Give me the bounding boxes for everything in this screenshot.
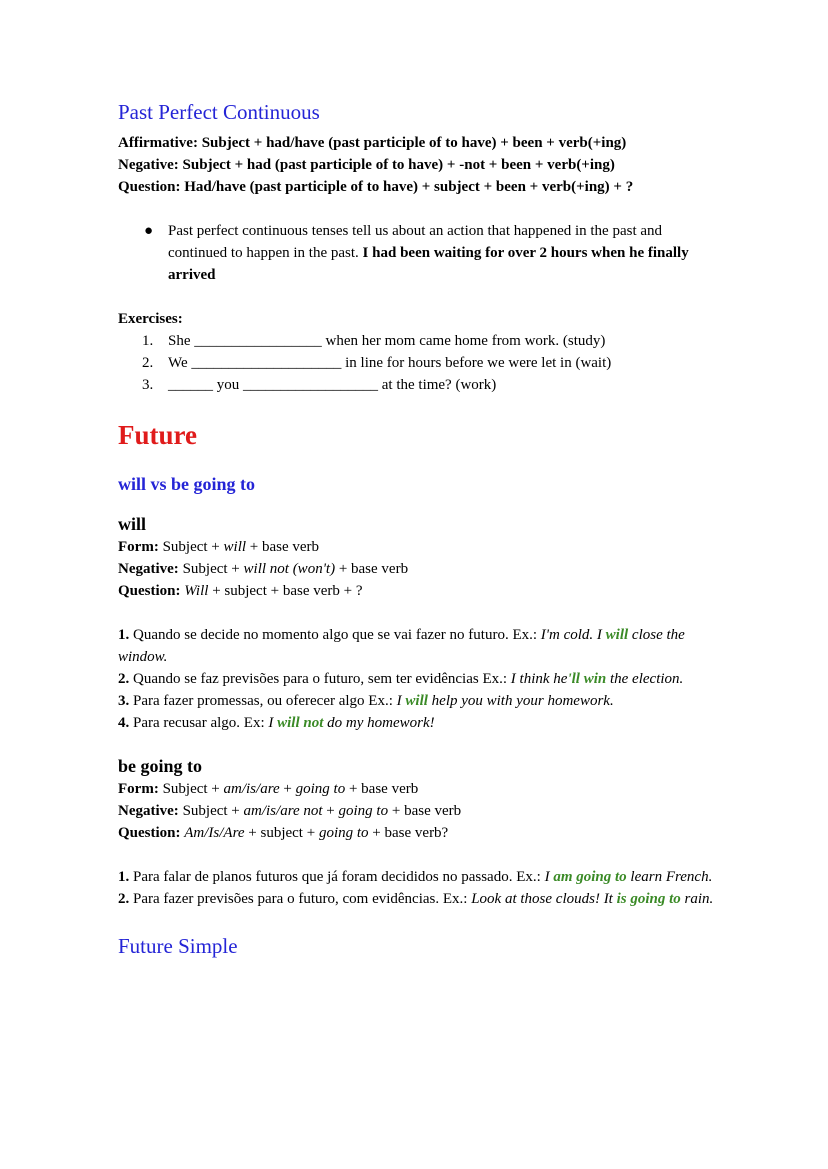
will-question: Question: Will + subject + base verb + ?: [118, 583, 363, 599]
will-use-3: 3. Para fazer promessas, ou oferecer algo Ex.: I will help you with your homework.: [118, 693, 614, 709]
will-negative: Negative: Subject + will not (won't) + base verb: [118, 561, 409, 577]
ppc-negative: Negative: Subject + had (past participle of to have) + -not + been + verb(+ing): [118, 157, 615, 173]
going-use-1: 1. Para falar de planos futuros que já foram decididos no passado. Ex.: I am going to learn French.: [118, 869, 713, 885]
exercise-text: We ____________________ in line for hours before we were let in (wait): [168, 355, 612, 371]
will-uses: [118, 624, 718, 734]
going-negative: Negative: Subject + am/is/are not + going to + base verb: [118, 803, 462, 819]
document-page: [118, 98, 718, 960]
list-item: [118, 220, 718, 286]
going-form: Form: Subject + am/is/are + going to + base verb: [118, 781, 419, 797]
will-use-1: 1. Quando se decide no momento algo que se vai fazer no futuro. Ex.: I'm cold. I will close the window.: [118, 627, 685, 665]
list-item: [118, 352, 718, 374]
will-heading: will: [118, 514, 147, 534]
ppc-title: Past Perfect Continuous: [118, 100, 320, 124]
will-use-2: 2. Quando se faz previsões para o futuro, sem ter evidências Ex.: I think he'll win the election.: [118, 671, 684, 687]
exercise-number: 1.: [142, 333, 154, 349]
bullet-icon: ●: [144, 223, 154, 239]
exercises-label: Exercises:: [118, 311, 183, 327]
exercise-list: [118, 330, 718, 396]
exercise-text: She _________________ when her mom came home from work. (study): [168, 333, 606, 349]
going-use-2: 2. Para fazer previsões para o futuro, com evidências. Ex.: Look at those clouds! It is going to rain.: [118, 891, 714, 907]
list-item: [118, 374, 718, 396]
future-subtitle: will vs be going to: [118, 474, 256, 494]
ppc-affirmative: Affirmative: Subject + had/have (past participle of to have) + been + verb(+ing): [118, 135, 627, 151]
going-question: Question: Am/Is/Are + subject + going to + base verb?: [118, 825, 449, 841]
bullet-example: I had been waiting for over 2 hours when he finally arrived: [168, 245, 689, 283]
exercise-text: ______ you __________________ at the time? (work): [168, 377, 497, 393]
will-use-4: 4. Para recusar algo. Ex: I will not do my homework!: [118, 715, 435, 731]
bullet-text: Past perfect continuous tenses tell us about an action that happened in the past and continued to happen in the past.: [168, 223, 663, 261]
future-simple-title: Future Simple: [118, 934, 238, 958]
going-uses: [118, 866, 718, 910]
ppc-question: Question: Had/have (past participle of to have) + subject + been + verb(+ing) + ?: [118, 179, 634, 195]
going-heading: be going to: [118, 756, 203, 776]
will-form: Form: Subject + will + base verb: [118, 539, 320, 555]
list-item: [118, 330, 718, 352]
exercise-number: 3.: [142, 377, 154, 393]
ppc-bullet-list: [118, 220, 718, 286]
future-title: Future: [118, 420, 197, 450]
exercise-number: 2.: [142, 355, 154, 371]
